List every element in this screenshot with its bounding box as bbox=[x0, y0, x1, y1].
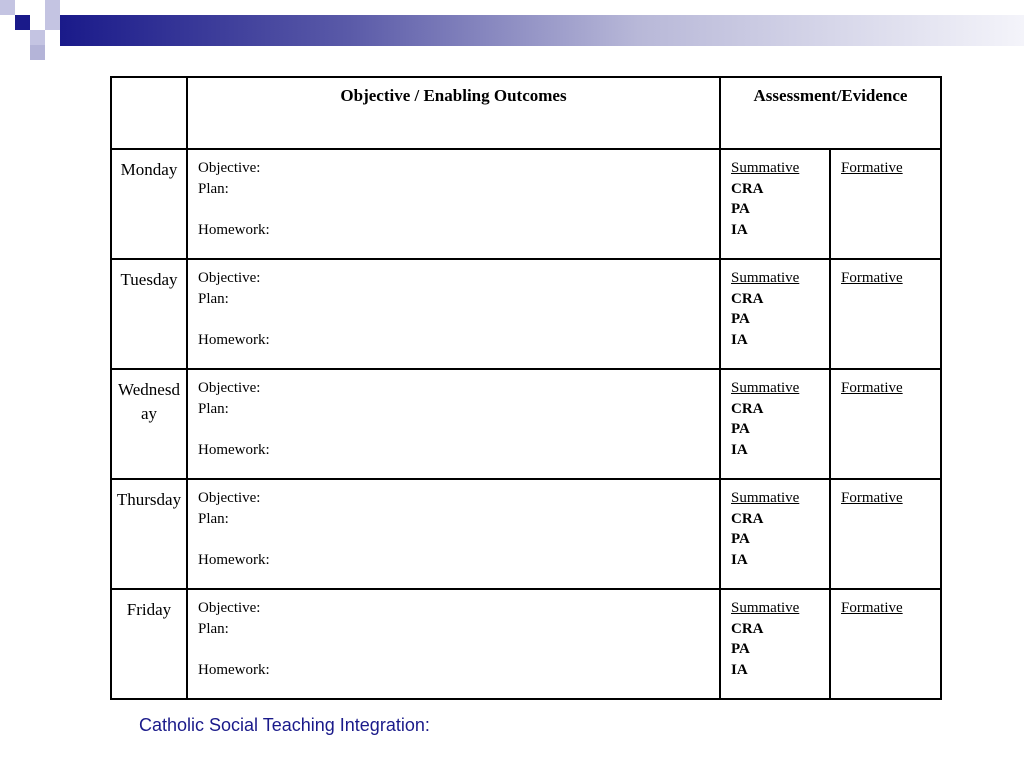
day-label: Monday bbox=[111, 149, 187, 259]
homework-label: Homework: bbox=[198, 441, 270, 458]
day-row bbox=[111, 589, 941, 699]
formative-cell[interactable] bbox=[830, 479, 941, 589]
summative-label: Summative bbox=[731, 160, 800, 176]
decor-square bbox=[0, 15, 15, 30]
plan-label: Plan: bbox=[198, 180, 229, 197]
summative-label: Summative bbox=[731, 600, 800, 616]
lesson-plan-table bbox=[110, 76, 942, 700]
assessment-header: Assessment/Evidence bbox=[720, 77, 941, 149]
objective-label: Objective: bbox=[198, 380, 261, 396]
summative-cell[interactable] bbox=[720, 149, 830, 259]
day-label: Thursday bbox=[111, 479, 187, 589]
decor-square bbox=[30, 45, 45, 60]
summative-cell[interactable] bbox=[720, 369, 830, 479]
pa-label: PA bbox=[731, 201, 750, 217]
summative-cell[interactable] bbox=[720, 259, 830, 369]
footer-text: Catholic Social Teaching Integration: bbox=[139, 715, 430, 735]
decor-square bbox=[45, 15, 60, 30]
summative-label: Summative bbox=[731, 270, 800, 286]
objective-cell[interactable] bbox=[187, 589, 720, 699]
day-row bbox=[111, 259, 941, 369]
summative-cell[interactable] bbox=[720, 589, 830, 699]
formative-label: Formative bbox=[841, 270, 903, 286]
day-row bbox=[111, 369, 941, 479]
homework-label: Homework: bbox=[198, 551, 270, 568]
gradient-bar bbox=[60, 15, 1024, 46]
ia-label: IA bbox=[731, 661, 748, 678]
pa-label: PA bbox=[731, 421, 750, 437]
formative-label: Formative bbox=[841, 490, 903, 506]
summative-label: Summative bbox=[731, 380, 800, 396]
pa-label: PA bbox=[731, 641, 750, 657]
summative-cell[interactable] bbox=[720, 479, 830, 589]
formative-cell[interactable] bbox=[830, 369, 941, 479]
plan-label: Plan: bbox=[198, 290, 229, 307]
objective-header: Objective / Enabling Outcomes bbox=[187, 77, 720, 149]
objective-cell[interactable] bbox=[187, 369, 720, 479]
cra-label: CRA bbox=[731, 290, 764, 307]
ia-label: IA bbox=[731, 221, 748, 238]
formative-label: Formative bbox=[841, 600, 903, 616]
plan-label: Plan: bbox=[198, 510, 229, 527]
homework-label: Homework: bbox=[198, 661, 270, 678]
decor-square bbox=[0, 0, 15, 15]
formative-label: Formative bbox=[841, 380, 903, 396]
day-label: Wednesday bbox=[111, 369, 187, 479]
cra-label: CRA bbox=[731, 620, 764, 637]
pa-label: PA bbox=[731, 531, 750, 547]
formative-cell[interactable] bbox=[830, 589, 941, 699]
formative-label: Formative bbox=[841, 160, 903, 176]
day-label: Friday bbox=[111, 589, 187, 699]
day-label: Tuesday bbox=[111, 259, 187, 369]
homework-label: Homework: bbox=[198, 221, 270, 238]
summative-label: Summative bbox=[731, 490, 800, 506]
plan-label: Plan: bbox=[198, 620, 229, 637]
day-row bbox=[111, 149, 941, 259]
objective-label: Objective: bbox=[198, 600, 261, 616]
corner-cell bbox=[111, 77, 187, 149]
cra-label: CRA bbox=[731, 180, 764, 197]
objective-cell[interactable] bbox=[187, 149, 720, 259]
formative-cell[interactable] bbox=[830, 259, 941, 369]
plan-label: Plan: bbox=[198, 400, 229, 417]
decor-square bbox=[45, 0, 60, 15]
decor-square bbox=[15, 15, 30, 30]
objective-label: Objective: bbox=[198, 270, 261, 286]
decor-square bbox=[30, 30, 45, 45]
homework-label: Homework: bbox=[198, 331, 270, 348]
ia-label: IA bbox=[731, 551, 748, 568]
objective-cell[interactable] bbox=[187, 259, 720, 369]
objective-cell[interactable] bbox=[187, 479, 720, 589]
ia-label: IA bbox=[731, 441, 748, 458]
ia-label: IA bbox=[731, 331, 748, 348]
formative-cell[interactable] bbox=[830, 149, 941, 259]
cra-label: CRA bbox=[731, 400, 764, 417]
objective-label: Objective: bbox=[198, 490, 261, 506]
decor-square bbox=[45, 30, 60, 45]
cra-label: CRA bbox=[731, 510, 764, 527]
day-row bbox=[111, 479, 941, 589]
decor-square bbox=[60, 0, 75, 15]
pa-label: PA bbox=[731, 311, 750, 327]
header-row bbox=[111, 77, 941, 149]
objective-label: Objective: bbox=[198, 160, 261, 176]
